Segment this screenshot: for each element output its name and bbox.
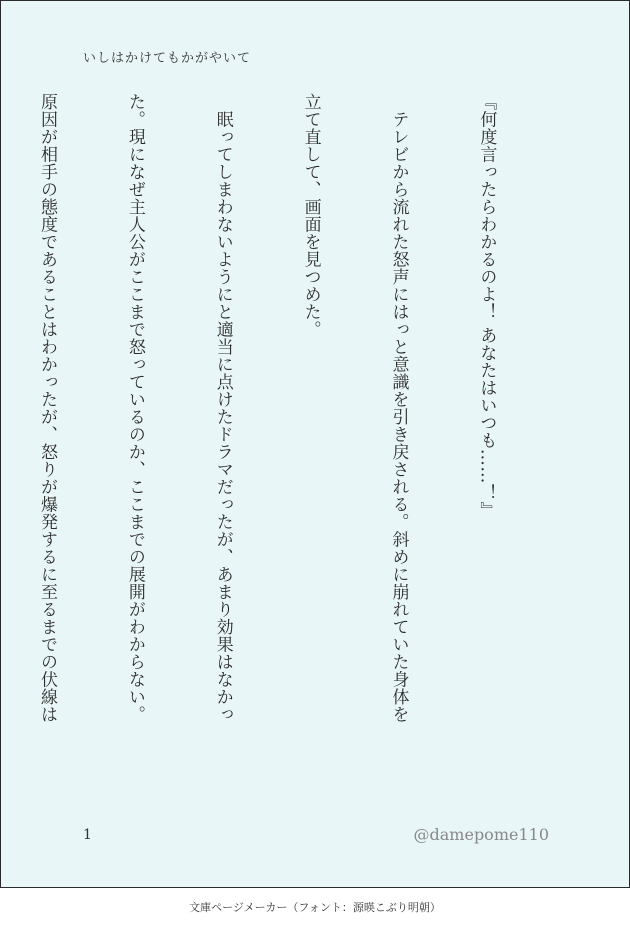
body-text	[0, 93, 559, 793]
text-line: 原因が相手の態度であることはわかったが、怒りが爆発するに至るまでの伏線は	[36, 93, 57, 723]
text-line: 『何度言ったらわかるのよ！ あなたはいつも……！』	[476, 93, 497, 519]
page-number: 1	[83, 827, 92, 843]
text-line: 立て直して、画面を見つめた。	[300, 93, 321, 338]
text-line: た。現になぜ主人公がここまで怒っているのか、ここまでの展開がわからない。	[124, 93, 145, 723]
running-header: いしはかけてもかがやいて	[83, 51, 252, 66]
text-line: テレビから流れた怒声にはっと意識を引き戻される。斜めに崩れていた身体を	[388, 93, 409, 723]
author-handle: @damepome110	[413, 825, 549, 844]
generator-credit: 文庫ページメーカー（フォント：源暎こぶり明朝）	[189, 901, 441, 914]
text-line: 眠ってしまわないようにと適当に点けたドラマだったが、あまり効果はなかっ	[212, 93, 233, 723]
